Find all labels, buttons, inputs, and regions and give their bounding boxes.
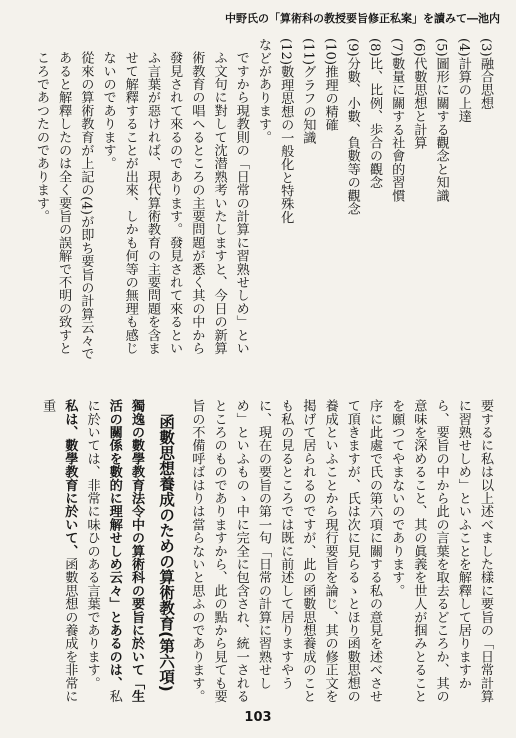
section-heading	[155, 414, 177, 706]
plain-text: 函數思想の養成を非常に重	[40, 399, 78, 703]
bold-text: 私は、數學教育に於いて、	[62, 399, 78, 558]
page-number: 103	[244, 710, 272, 725]
body-paragraph: 從來の算術教育が上記の(4)が即ち要旨の計算云々であると解釋したのは全く要旨の誤解で不明の致すところであつたのであります。	[33, 51, 94, 361]
top-text-block	[26, 38, 496, 363]
body-paragraph: 序に此處で氏の第六項に關する私の意見を述べさせて頂きますが、氏は次に見らるゝとほり函數思想の養成といふことから現行要旨を論じ、其の修正文を掲げて居られるのですが、此の函數思想養成のことも私の見るところでは既に前述して居りますやうに、現在の要旨の第一句「日常の計算に習熟せしめ」といふものゝ中に完全に包含され、統一されるところのものでありますから、此の點から見ても要旨の不備呼ばはりは當らないと思ふのであります。	[189, 399, 382, 703]
list-item-7: (7)數量に關する社會的習慣	[389, 38, 405, 202]
bottom-text-block	[26, 386, 496, 706]
body-paragraph	[80, 386, 147, 706]
body-paragraph: ですから現教則の「日常の計算に習熟せしめ」といふ文句に對して沈潜熟考いたしますと、今日の新算術教育の唱へるところの主要問題が悉く其の中から發見されて來るのであります。發見されて來るといふ言葉が惡ければ、現代算術教育の主要問題を含ませて解釋することが出來、しかも何等の無理も感じないのであります。	[100, 51, 249, 355]
list-item-9: (9)分數、小數、負數等の觀念	[344, 38, 360, 216]
list-item-4: (4)計算の上達	[455, 38, 471, 123]
running-header: 中野氏の「算術科の教授要旨修正私案」を讀みて―池内	[225, 12, 500, 25]
list-item-5: (5)圖形に關する觀念と知識	[433, 38, 449, 202]
list-item-12: (12)數理思想の一般化と特殊化	[278, 38, 294, 224]
plain-text: 私に於いては、非常に味ひのある言葉であります。	[84, 399, 122, 703]
bold-text: 獨逸の數學教育法令中の算術科の要旨に於いて「生活の關係を數的に理解せしめ云々」とあるのは、	[106, 399, 144, 703]
section-heading-title: 函數思想養成のための算術教育	[157, 414, 176, 631]
list-item-6: (6)代數思想と計算	[411, 38, 427, 150]
list-item-8: (8)比、比例、歩合の觀念	[366, 38, 382, 189]
body-paragraph	[36, 386, 80, 706]
body-paragraph: 要するに私は以上述べました樣に要旨の「日常計算に習熟せしめ」といふことを解釋して居りますから、要旨の中から此の言葉を取去るどころか、其の意味を深めること、其の眞義を世人が掴みとることを願つてやまないのであります。	[389, 399, 493, 703]
list-item-11: (11)グラフの知識	[300, 38, 316, 145]
list-item-3: (3)融合思想	[478, 38, 493, 110]
list-trailer: などがあります。	[255, 38, 271, 144]
section-heading-suffix: (第六項)	[157, 631, 176, 692]
list-item-10: (10)推理の精確	[322, 38, 338, 132]
